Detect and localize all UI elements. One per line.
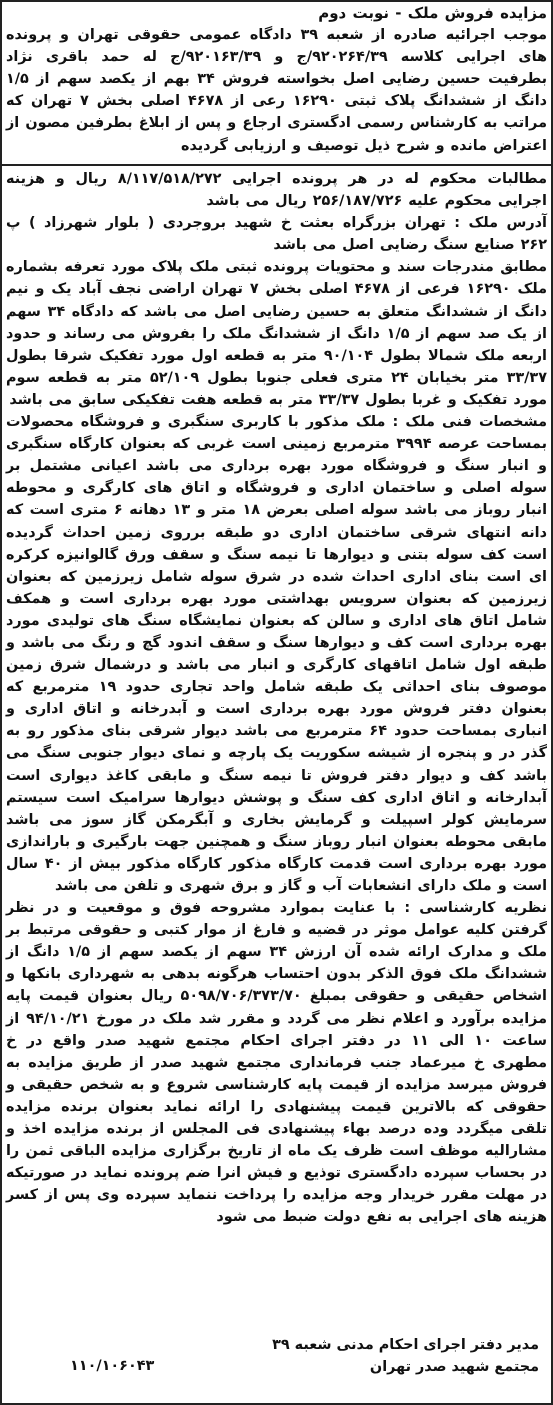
notice-body — [6, 168, 547, 1229]
address-paragraph: آدرس ملک : تهران بزرگراه بعثت خ شهید بروجردی ( بلوار شهرزاد ) پ ۲۶۲ صنایع سنگ رضایی اصل می باشد — [6, 215, 547, 254]
registry-paragraph: مطابق مندرجات سند و محتویات پرونده ثبتی ملک پلاک مورد تعرفه بشماره ملک ۱۶۲۹۰ فرعی از ۴۶۷۸ اصلی بخش ۷ تهران اراضی نجف آباد یک و نیم دانگ از ششدانگ متعلق به حسین رضایی اصل می باشد که دادگاه ۳۴ سهم از یک صد سهم از ۱/۵ دانگ از ششدانگ ملک را بفروش می رساند و حدود اربعه ملک شمالا بطول ۹۰/۱۰۴ متر به قطعه اول مورد تفکیک شرقا بطول ۳۳/۳۷ متر بخیابان ۲۴ متری فعلی جنوبا بطول ۵۲/۱۰۹ متر به قطعه سوم مورد تفکیک و غربا بطول ۳۳/۳۷ متر به قطعه هفت تفکیکی سابق می باشد — [6, 259, 548, 408]
expert-opinion-paragraph: نظریه کارشناسی : با عنایت بموارد مشروحه فوق و موقعیت و در نظر گرفتن کلیه عوامل موثر در قضیه و فارغ از موار کتبی و حقوقی مرتبط بر ملک و مدارک ارائه شده آن ارزش ۳۴ سهم از یکصد سهم از ۱/۵ دانگ از ششدانگ ملک فوق الذکر بدون احتساب هرگونه بدهی به شهرداری بانکها و اشخاص حقیقی و حقوقی بمبلغ ۵۰۹۸/۷۰۶/۳۷۳/۷۰ ریال بعنوان قیمت پایه مزایده برآورد و اعلام نظر می گردد و مقرر شد ملک در مورخ ۹۴/۱۰/۲۱ از ساعت ۱۰ الی ۱۱ در دفتر اجرای احکام مجتمع شهید صدر واقع در خ مطهری خ میرعماد جنب فرمانداری مجتمع شهید صدر از طریق مزایده به فروش میرسد مزایده از قیمت پایه کارشناسی شروع و به شخص حقیقی و حقوقی که بالاترین قیمت پیشنهادی را ارائه نماید بعنوان برنده مزایده تلقی میگردد وده درصد بهاء پیشنهادی فی المجلس از برنده مزایده اخذ و مشارالیه موظف است ظرف یک ماه از تاریخ برگزاری مزایده الباقی ثمن را در بحساب سپرده دادگستری توذیع و فیش انرا ضم پرونده نماید در صورتیکه در مهلت مقرر خریدار وجه مزایده را پرداخت ننماید سپرده وی پس از کسر هزینه های اجرایی به نفع دولت ضبط می شود — [6, 900, 547, 1226]
claims-paragraph: مطالبات محکوم له در هر پرونده اجرایی ۸/۱۱۷/۵۱۸/۲۷۲ ریال و هزینه اجرایی محکوم علیه ۲۵۶/۱۸۷/۷۲۶ ریال می باشد — [6, 171, 547, 210]
notice-header-block — [6, 2, 547, 157]
section-divider — [0, 164, 553, 166]
notice-intro: موجب اجرائیه صادره از شعبه ۳۹ دادگاه عمومی حقوقی تهران و پرونده های اجرایی کلاسه ۹۲۰۲۶۴/۳۹/ج و ۹۲۰۱۶۳/۳۹/ج له حمد باقری نژاد بطرفیت حسین رضایی اصل بخواسته فروش ۳۴ بهم از یکصد سهم از ۱/۵ دانگ از ششدانگ پلاک ثبتی ۱۶۲۹۰ رعی از ۴۶۷۸ اصلی بخش ۷ تهران که مراتب به کارشناس رسمی ادگستری ارجاع و پس از ابلاغ بطرفین مصون از اعتراض مانده و شرح ذیل توصیف و ارزیابی گردیده — [6, 27, 548, 154]
notice-title: مزایده فروش ملک - نوبت دوم — [318, 4, 547, 22]
technical-specs-paragraph: مشخصات فنی ملک : ملک مذکور با کاربری سنگبری و فروشگاه محصولات بمساحت عرصه ۳۹۹۴ مترمربع زمینی است غربی که بعنوان کارگاه سنگبری و انبار سنگ و فروشگاه مورد بهره برداری می باشد اعیانی مشتمل بر سوله اصلی و ساختمان اداری و فروشگاه و اتاق های کارگری و محوطه انبار روباز می باشد سوله اصلی بعرض ۱۸ متر و ۱۳ دهانه ۶ متری است که دانه انتهای شرقی ساختمان اداری دو طبقه برروی زمین احداث گردیده است کف سوله بتنی و دیوارها تا نیمه سنگ و سقف ورق گالوانیزه کرکره ای است بنای اداری احداث شده در شرق سوله شامل زیرزمین که بعنوان زیرزمین که بعنوان سرویس بهداشتی مورد بهره برداری است و همکف شامل اتاق های اداری و سالن که بعنوان نمایشگاه سنگ های تولیدی مورد بهره برداری است کف و دیوارها سنگ و سقف اندود گچ و رنگ می باشد و طبقه اول شامل اتاقهای کارگری و انبار می باشد و درشمال شرق زمین موصوف بنای احداثی یک طبقه شامل واحد تجاری حدود ۱۹ مترمربع که بعنوان دفتر فروش مورد بهره برداری است و آبدرخانه و اتاق اداری و انباری بمساحت حدود ۶۴ مترمربع می باشد دیوار شرقی بنای مذکور رو به گذر در و پنجره از شیشه سکوریت یک پارچه و نمای دیوار جنوبی سنگ می باشد کف و دیوار دفتر فروش تا نیمه سنگ و مابقی کاغذ دیواری است آبدارخانه و اتاق اداری کف سنگ و پوشش دیوارها سرامیک است سیستم سرمایش کولر اسپیلت و گرمایش بخاری و آبگرمکن گاز سوز می باشد مابقی محوطه بعنوان انبار روباز سنگ و همچنین جهت بارگیری و باراندازی مورد بهره برداری است قدمت کارگاه مذکور کارگاه مذکور بیش از ۴۰ سال است و ملک دارای انشعابات آب و گاز و برق شهری و تلفن می باشد — [6, 414, 548, 894]
signature-office-title: مدیر دفتر اجرای احکام مدنی شعبه ۳۹ — [272, 1337, 539, 1353]
signature-complex-name: مجتمع شهید صدر تهران — [369, 1359, 539, 1375]
notice-code: ۱۱۰/۱۰۶۰۴۳ — [70, 1358, 155, 1374]
